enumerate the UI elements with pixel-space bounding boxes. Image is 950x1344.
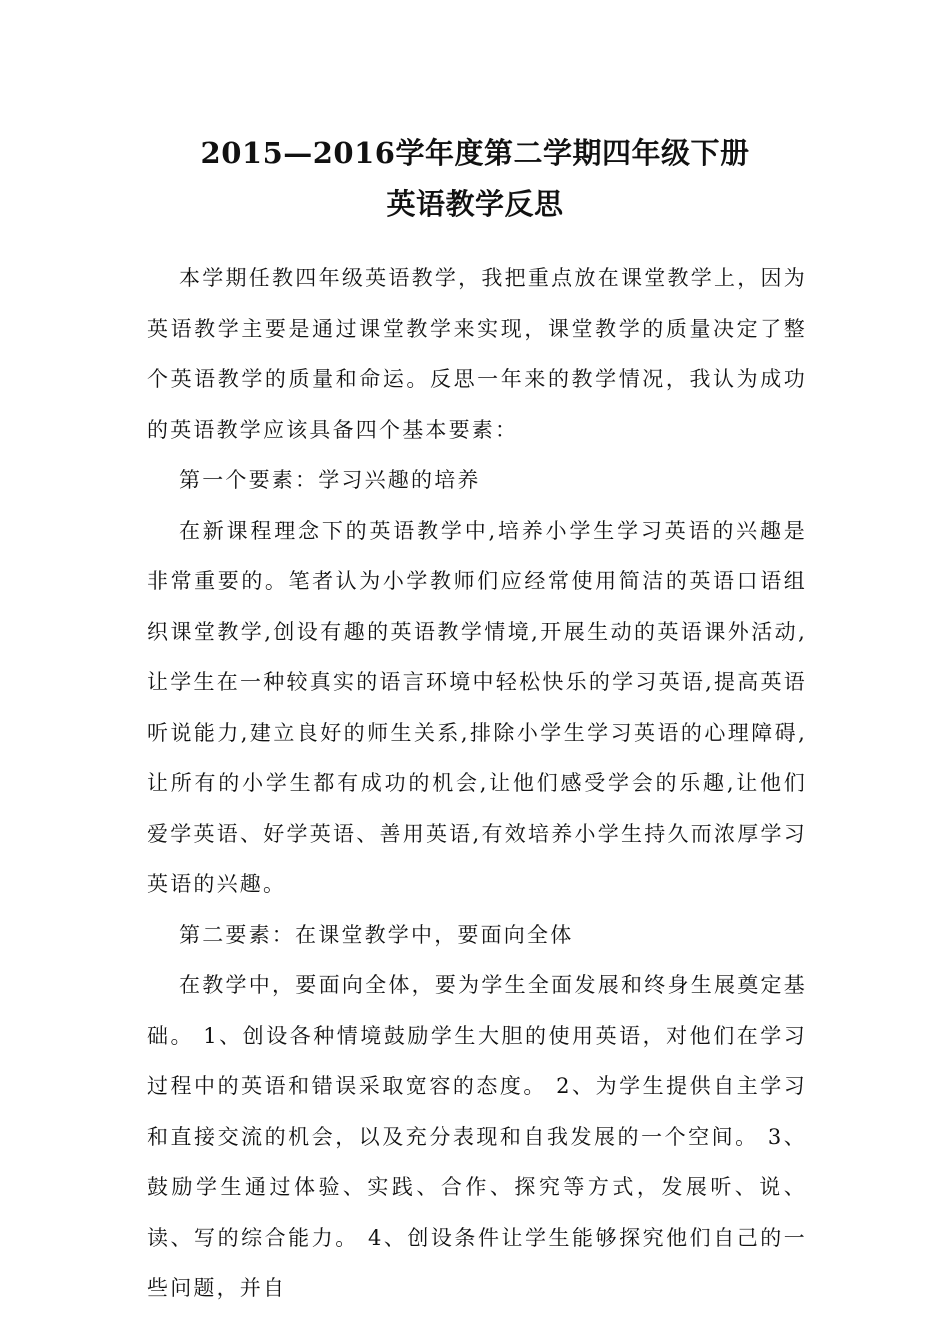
paragraph-interest: 在新课程理念下的英语教学中,培养小学生学习英语的兴趣是非常重要的。笔者认为小学教师们应经常使用简洁的英语口语组织课堂教学,创设有趣的英语教学情境,开展生动的英语课外活动,让学生在一种较真实的语言环境中轻松快乐的学习英语,提高英语听说能力,建立良好的师生关系,排除小学生学习英语的心理障碍,让所有的小学生都有成功的机会,让他们感受学会的乐趣,让他们爱学英语、好学英语、善用英语,有效培养小学生持久而浓厚学习英语的兴趣。 [147,518,807,896]
document-title-line-1: 2015—2016学年度第二学期四年级下册 [200,136,750,170]
section-heading-2: 第二要素：在课堂教学中，要面向全体 [179,922,574,947]
paragraph-whole-class: 在教学中，要面向全体，要为学生全面发展和终身生展奠定基础。 1、创设各种情境鼓励学生大胆的使用英语，对他们在学习过程中的英语和错误采取宽容的态度。 2、为学生提供自主学习和直接交流的机会，以及充分表现和自我发展的一个空间。 3、鼓励学生通过体验、实践、合作、探究等方式，发展听、说、读、写的综合能力。 4、创设条件让学生能够探究他们自己的一些问题，并自 [147,973,807,1300]
section-heading-1: 第一个要素：学习兴趣的培养 [179,468,481,492]
document-body [147,253,807,1314]
paragraph-intro: 本学期任教四年级英语教学，我把重点放在课堂教学上，因为英语教学主要是通过课堂教学来实现，课堂教学的质量决定了整个英语教学的质量和命运。反思一年来的教学情况，我认为成功的英语教学应该具备四个基本要素： [147,266,807,442]
document-title-line-2: 英语教学反思 [386,187,564,221]
